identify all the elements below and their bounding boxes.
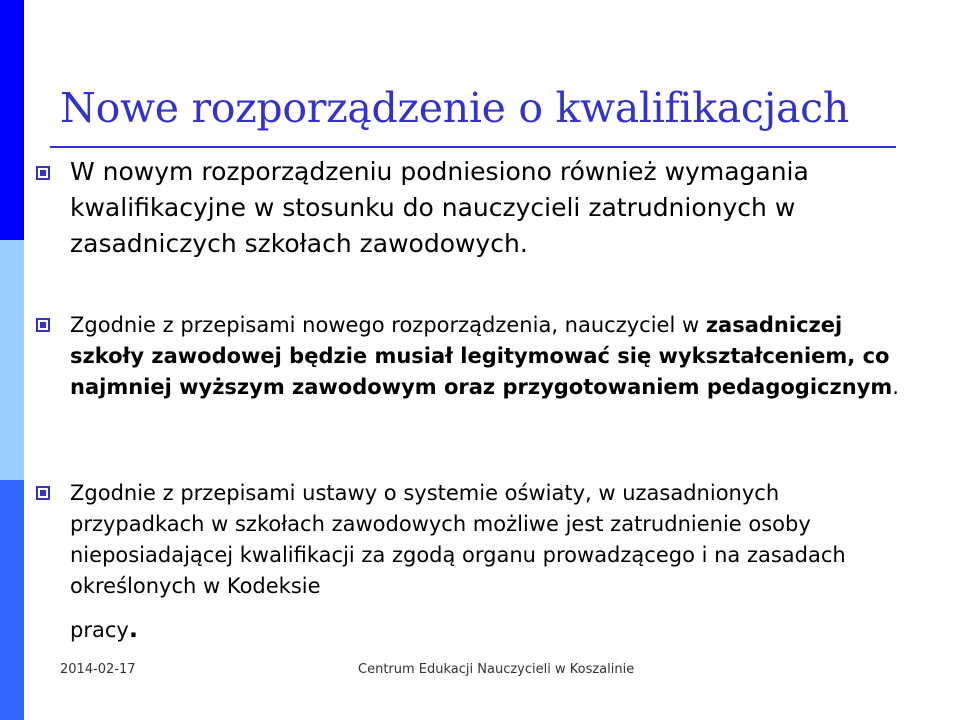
bullet-2-lead: Zgodnie z przepisami nowego rozporządzenia, nauczyciel w [70,313,706,337]
footer-date: 2014-02-17 [60,662,136,677]
bullet-1-text: W nowym rozporządzeniu podniesiono również wymagania kwalifikacyjne w stosunku do nauczycieli zatrudnionych w zasadniczych szkołach zawodowych. [70,157,809,258]
side-bar-bottom [0,480,24,720]
bullet-3-last-word: pracy [70,618,129,642]
bullet-3-last-line [70,614,138,646]
slide-title: Nowe rozporządzenie o kwalifikacjach [60,84,849,132]
title-underline [50,146,896,148]
side-bar-middle [0,240,24,480]
side-bar-top [0,0,24,240]
bullet-3-end-mark: . [128,615,138,643]
square-bullet-icon [36,318,50,332]
footer-organization: Centrum Edukacji Nauczycieli w Koszalinie [358,662,635,677]
square-bullet-icon [36,486,50,500]
square-bullet-icon [36,166,50,180]
bullet-2-tail: . [892,375,899,399]
bullet-2-text [70,310,920,403]
bullet-3-text: Zgodnie z przepisami ustawy o systemie oświaty, w uzasadnionych przypadkach w szkołach zawodowych możliwe jest zatrudnienie osoby nieposiadającej kwalifikacji za zgodą organu prowadzącego i na zasadach określonych w Kodeksie [70,481,846,598]
bullet-2-bold: zasadniczej szkoły zawodowej będzie musiał legitymować się wykształceniem, co najmniej wyższym zawodowym oraz przygotowaniem pedagogicznym [70,313,893,399]
